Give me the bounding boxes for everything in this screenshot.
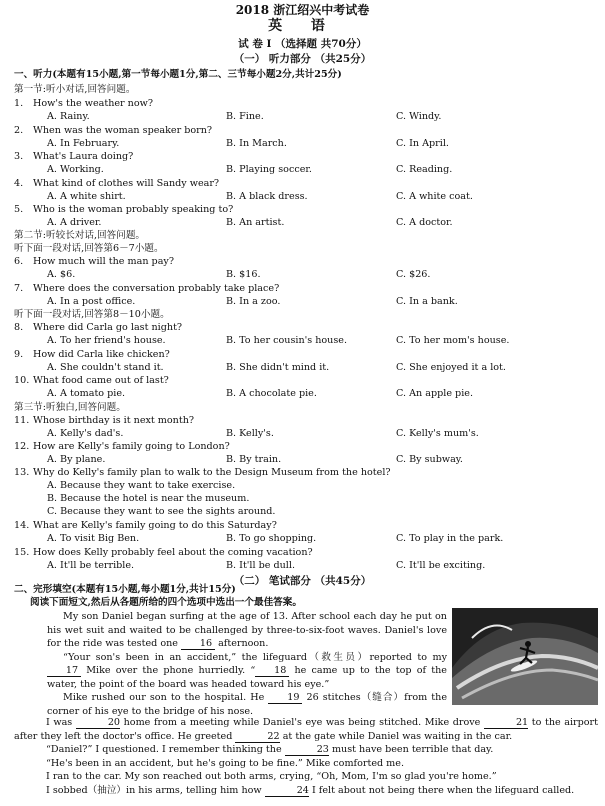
option-c: C. Reading.: [396, 164, 453, 175]
exam-title: 2018 浙江绍兴中考试卷: [235, 3, 370, 17]
option-b: B. Playing soccer.: [226, 164, 312, 175]
option-c: C. To her mom's house.: [396, 335, 510, 346]
passage-text: at the gate while Daniel was waiting in the car.: [279, 730, 513, 742]
option-c: C. In a bank.: [396, 296, 458, 307]
question-number: 5.: [14, 204, 24, 215]
passage-paragraph: [47, 651, 447, 692]
option-a: A. Rainy.: [47, 111, 90, 122]
question-number: 14.: [14, 520, 30, 531]
option-b: B. To her cousin's house.: [226, 335, 348, 346]
option-a: A. A driver.: [47, 217, 102, 228]
option-b: B. A black dress.: [226, 191, 308, 202]
option-c: C. An apple pie.: [396, 388, 473, 399]
option-c: C. A doctor.: [396, 217, 453, 228]
option-c: C. By subway.: [396, 454, 463, 465]
option-c: C. Kelly's mum's.: [396, 428, 479, 439]
passage-text: home from a meeting while Daniel's eye was being stitched. Mike drove: [120, 717, 484, 728]
dialogue-heading: 听下面一段对话,回答第8－10小题。: [14, 309, 170, 320]
cloze-passage: [47, 610, 447, 718]
passage-text: to the airport after they left the doctor's office. He greeted: [14, 717, 598, 742]
question-number: 9.: [14, 349, 24, 360]
option-b: B. In March.: [226, 138, 287, 149]
blank-17: 17: [47, 665, 81, 677]
dialogue-heading: 听下面一段对话,回答第6－7小题。: [14, 243, 164, 254]
passage-text: “Daniel?” I questioned. I remember thinking the: [46, 744, 285, 755]
option-a: A. Kelly's dad's.: [47, 428, 124, 439]
question-stem: Who is the woman probably speaking to?: [33, 204, 234, 215]
option-a: A. She couldn't stand it.: [47, 362, 164, 373]
passage-text: Mike over the phone hurriedly. “: [81, 665, 256, 676]
passage-paragraph: [14, 784, 598, 798]
passage-text: he came up to the top of the water, the point of the board was headed toward his eye.”: [47, 665, 447, 690]
part1-title: （一） 听力部分 （共25分）: [233, 53, 372, 65]
passage-text: I was: [46, 717, 76, 728]
surfer-photo: [452, 608, 598, 705]
option-c: C. $26.: [396, 269, 431, 280]
question-number: 6.: [14, 256, 24, 267]
option-a: A. To visit Big Ben.: [47, 533, 140, 544]
question-stem: Whose birthday is it next month?: [33, 415, 195, 426]
passage-paragraph: [14, 716, 598, 743]
option-b: B. A chocolate pie.: [226, 388, 317, 399]
option-b: B. In a zoo.: [226, 296, 281, 307]
question-stem: What's Laura doing?: [33, 151, 134, 162]
option-c: C. To play in the park.: [396, 533, 504, 544]
cloze-passage-continued: [14, 716, 598, 797]
question-stem: When was the woman speaker born?: [33, 125, 213, 136]
section-heading: 第三节:听独白,回答问题。: [14, 402, 126, 413]
question-stem: How are Kelly's family going to London?: [33, 441, 230, 452]
passage-text: must have been terrible that day.: [328, 744, 494, 755]
option-c: C. She enjoyed it a lot.: [396, 362, 506, 373]
option-b: B. Kelly's.: [226, 428, 274, 439]
option-b: B. Fine.: [226, 111, 264, 122]
blank-22: 22: [235, 731, 279, 743]
part2-title: （二） 笔试部分 （共45分）: [233, 575, 372, 587]
subject-title: 英 语: [268, 18, 337, 34]
question-number: 12.: [14, 441, 30, 452]
question-number: 15.: [14, 547, 30, 558]
option-b: B. To go shopping.: [226, 533, 317, 544]
question-stem: Why do Kelly's family plan to walk to the Design Museum from the hotel?: [33, 467, 391, 478]
option-a: A. To her friend's house.: [47, 335, 166, 346]
cloze-intro: 二、完形填空(本题有15小题,每小题1分,共计15分): [14, 584, 236, 595]
passage-paragraph: “He's been in an accident, but he's going to be fine.” Mike comforted me.: [46, 757, 405, 769]
blank-24: 24: [265, 785, 309, 797]
option-a: A. $6.: [47, 269, 76, 280]
passage-paragraph: I ran to the car. My son reached out both arms, crying, “Oh, Mom, I'm so glad you're home.”: [46, 771, 497, 782]
passage-text: My son Daniel began surfing at the age of 13. After school each day he put on his wet suit and waited to be challenged by three-to-six-foot waves. Daniel's love for the ride was tested one: [47, 611, 447, 649]
blank-18: 18: [255, 665, 289, 677]
question-number: 4.: [14, 178, 24, 189]
question-stem: What kind of clothes will Sandy wear?: [33, 178, 220, 189]
passage-text: I sobbed（抽泣）in his arms, telling him how: [46, 784, 265, 796]
option-c: C. A white coat.: [396, 191, 473, 202]
question-stem: Where did Carla go last night?: [33, 322, 183, 333]
option-c: C. It'll be exciting.: [396, 560, 486, 571]
blank-23: 23: [285, 744, 329, 756]
paper-title: 试 卷 Ⅰ （选择题 共70分）: [238, 38, 367, 50]
question-number: 1.: [14, 98, 24, 109]
option-c: C. Because they want to see the sights around.: [47, 506, 276, 517]
option-a: A. Because they want to take exercise.: [47, 480, 236, 491]
option-a: A. Working.: [47, 164, 104, 175]
question-number: 11.: [14, 415, 30, 426]
question-number: 3.: [14, 151, 24, 162]
passage-paragraph: [47, 610, 447, 651]
question-number: 13.: [14, 467, 30, 478]
option-a: A. In a post office.: [47, 296, 136, 307]
question-stem: What are Kelly's family going to do this Saturday?: [33, 520, 277, 531]
option-b: B. Because the hotel is near the museum.: [47, 493, 250, 504]
section-heading: 第一节:听小对话,回答问题。: [14, 84, 136, 95]
passage-text: I felt about not being there when the lifeguard called.: [308, 784, 575, 796]
option-a: A. In February.: [47, 138, 120, 149]
passage-text: afternoon.: [215, 638, 269, 649]
cloze-instruction: 阅读下面短文,然后从各题所给的四个选项中选出一个最佳答案。: [30, 597, 302, 608]
question-number: 8.: [14, 322, 24, 333]
option-b: B. An artist.: [226, 217, 285, 228]
listening-intro: 一、听力(本题有15小题,第一节每小题1分,第二、三节每小题2分,共计25分): [14, 69, 342, 80]
section-heading: 第二节:听较长对话,回答问题。: [14, 230, 146, 241]
passage-text: “Your son's been in an accident,” the lifeguard（救生员）reported to my: [63, 651, 447, 663]
passage-paragraph: [47, 691, 447, 718]
question-stem: How's the weather now?: [33, 98, 153, 109]
option-b: B. She didn't mind it.: [226, 362, 330, 373]
blank-21: 21: [484, 717, 528, 729]
option-b: B. It'll be dull.: [226, 560, 295, 571]
question-number: 2.: [14, 125, 24, 136]
option-c: C. Windy.: [396, 111, 442, 122]
option-a: A. It'll be terrible.: [47, 560, 135, 571]
blank-20: 20: [76, 717, 120, 729]
question-stem: What food came out of last?: [33, 375, 169, 386]
option-c: C. In April.: [396, 138, 449, 149]
question-stem: How does Kelly probably feel about the coming vacation?: [33, 547, 313, 558]
surfer-wave-image: [452, 608, 598, 705]
question-number: 10.: [14, 375, 30, 386]
question-stem: Where does the conversation probably take place?: [33, 283, 280, 294]
option-b: B. $16.: [226, 269, 261, 280]
option-a: A. A tomato pie.: [47, 388, 126, 399]
option-a: A. A white shirt.: [47, 191, 126, 202]
option-a: A. By plane.: [47, 454, 106, 465]
question-stem: How did Carla like chicken?: [33, 349, 170, 360]
passage-paragraph: [14, 743, 598, 757]
question-stem: How much will the man pay?: [33, 256, 174, 267]
blank-16: 16: [181, 638, 215, 650]
passage-text: 26 stitches（缝合）from the corner of his eye to the bridge of his nose.: [47, 692, 447, 717]
passage-text: Mike rushed our son to the hospital. He: [63, 692, 269, 703]
question-number: 7.: [14, 283, 24, 294]
blank-19: 19: [268, 692, 302, 704]
option-b: B. By train.: [226, 454, 282, 465]
